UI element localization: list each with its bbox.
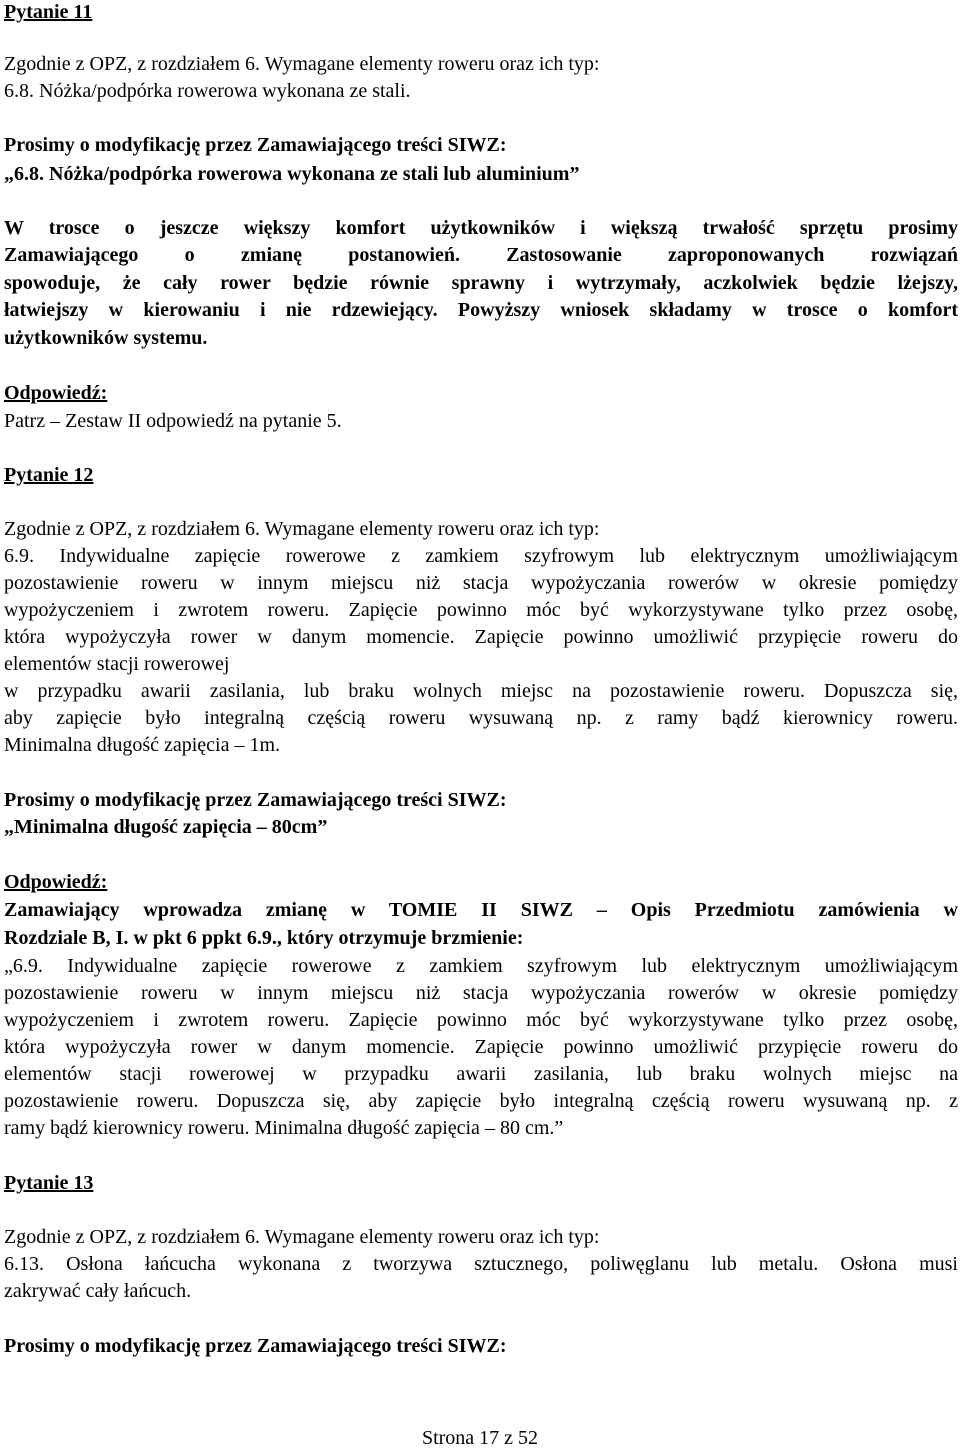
q12-answer-line: pozostawienie roweru. Dopuszcza się, aby zapięcie było integralną częścią roweru wysuwaną np. z xyxy=(4,1090,958,1112)
q12-answer-label: Odpowiedź: xyxy=(4,871,108,893)
q13-reference: Zgodnie z OPZ, z rozdziałem 6. Wymagane elementy roweru oraz ich typ: xyxy=(4,1226,600,1248)
q12-item-line: elementów stacji rowerowej xyxy=(4,653,230,675)
q12-answer-line: która wypożyczyła rower w danym momencie. Zapięcie powinno umożliwić przypięcie roweru do xyxy=(4,1036,958,1058)
q11-justification-line: W trosce o jeszcze większy komfort użytkowników i większą trwałość sprzętu prosimy xyxy=(4,217,958,239)
q12-item-line: aby zapięcie było integralną częścią roweru wysuwaną np. z ramy bądź kierownicy roweru. xyxy=(4,707,958,729)
q11-heading: Pytanie 11 xyxy=(4,1,93,23)
q12-heading: Pytanie 12 xyxy=(4,464,94,486)
q11-justification-line: użytkowników systemu. xyxy=(4,327,208,349)
q12-answer-bold-line: Zamawiający wprowadza zmianę w TOMIE II SIWZ – Opis Przedmiotu zamówienia w xyxy=(4,899,958,921)
q11-request-text: „6.8. Nóżka/podpórka rowerowa wykonana ze stali lub aluminium” xyxy=(4,163,580,185)
page-number: Strona 17 z 52 xyxy=(421,1427,539,1449)
q12-answer-line: pozostawienie roweru w innym miejscu niż stacja wypożyczania rowerów w okresie pomiędzy xyxy=(4,982,958,1004)
q12-answer-bold-line: Rozdziale B, I. w pkt 6 ppkt 6.9., który otrzymuje brzmienie: xyxy=(4,927,524,949)
q12-request-text: „Minimalna długość zapięcia – 80cm” xyxy=(4,816,328,838)
q12-item-line: w przypadku awarii zasilania, lub braku wolnych miejsc na pozostawienie roweru. Dopuszcza się, xyxy=(4,680,958,702)
q12-request-label: Prosimy o modyfikację przez Zamawiającego treści SIWZ: xyxy=(4,789,507,811)
q11-answer: Patrz – Zestaw II odpowiedź na pytanie 5. xyxy=(4,410,342,432)
q12-item-line: wypożyczeniem i zwrotem roweru. Zapięcie powinno móc być wykorzystywane tylko przez osobę, xyxy=(4,599,958,621)
q12-item-line: która wypożyczyła rower w danym momencie. Zapięcie powinno umożliwić przypięcie roweru do xyxy=(4,626,958,648)
q12-reference: Zgodnie z OPZ, z rozdziałem 6. Wymagane elementy roweru oraz ich typ: xyxy=(4,518,600,540)
q11-justification-line: łatwiejszy w kierowaniu i nie rdzewiejący. Powyższy wniosek składamy w trosce o komfort xyxy=(4,299,958,321)
q12-item-line: Minimalna długość zapięcia – 1m. xyxy=(4,734,281,756)
q11-answer-label: Odpowiedź: xyxy=(4,382,108,404)
q13-item-line: 6.13. Osłona łańcucha wykonana z tworzywa sztucznego, poliwęglanu lub metalu. Osłona musi xyxy=(4,1253,958,1275)
q11-justification-line: spowoduje, że cały rower będzie równie sprawny i wytrzymały, aczkolwiek będzie lżejszy, xyxy=(4,272,958,294)
q11-request-label: Prosimy o modyfikację przez Zamawiającego treści SIWZ: xyxy=(4,134,507,156)
q12-answer-line: wypożyczeniem i zwrotem roweru. Zapięcie powinno móc być wykorzystywane tylko przez osobę, xyxy=(4,1009,958,1031)
q11-justification-line: Zamawiającego o zmianę postanowień. Zastosowanie zaproponowanych rozwiązań xyxy=(4,244,958,266)
q11-item: 6.8. Nóżka/podpórka rowerowa wykonana ze stali. xyxy=(4,80,411,102)
q12-item-line: 6.9. Indywidualne zapięcie rowerowe z zamkiem szyfrowym lub elektrycznym umożliwiającym xyxy=(4,545,958,567)
q12-answer-line: „6.9. Indywidualne zapięcie rowerowe z zamkiem szyfrowym lub elektrycznym umożliwiającym xyxy=(4,955,958,977)
q11-reference: Zgodnie z OPZ, z rozdziałem 6. Wymagane elementy roweru oraz ich typ: xyxy=(4,53,600,75)
q13-request-label: Prosimy o modyfikację przez Zamawiającego treści SIWZ: xyxy=(4,1335,507,1357)
q12-answer-line: ramy bądź kierownicy roweru. Minimalna długość zapięcia – 80 cm.” xyxy=(4,1117,564,1139)
q12-item-line: pozostawienie roweru w innym miejscu niż stacja wypożyczania rowerów w okresie pomiędzy xyxy=(4,572,958,594)
q13-item-line: zakrywać cały łańcuch. xyxy=(4,1280,192,1302)
q12-answer-line: elementów stacji rowerowej w przypadku awarii zasilania, lub braku wolnych miejsc na xyxy=(4,1063,958,1085)
q13-heading: Pytanie 13 xyxy=(4,1172,94,1194)
